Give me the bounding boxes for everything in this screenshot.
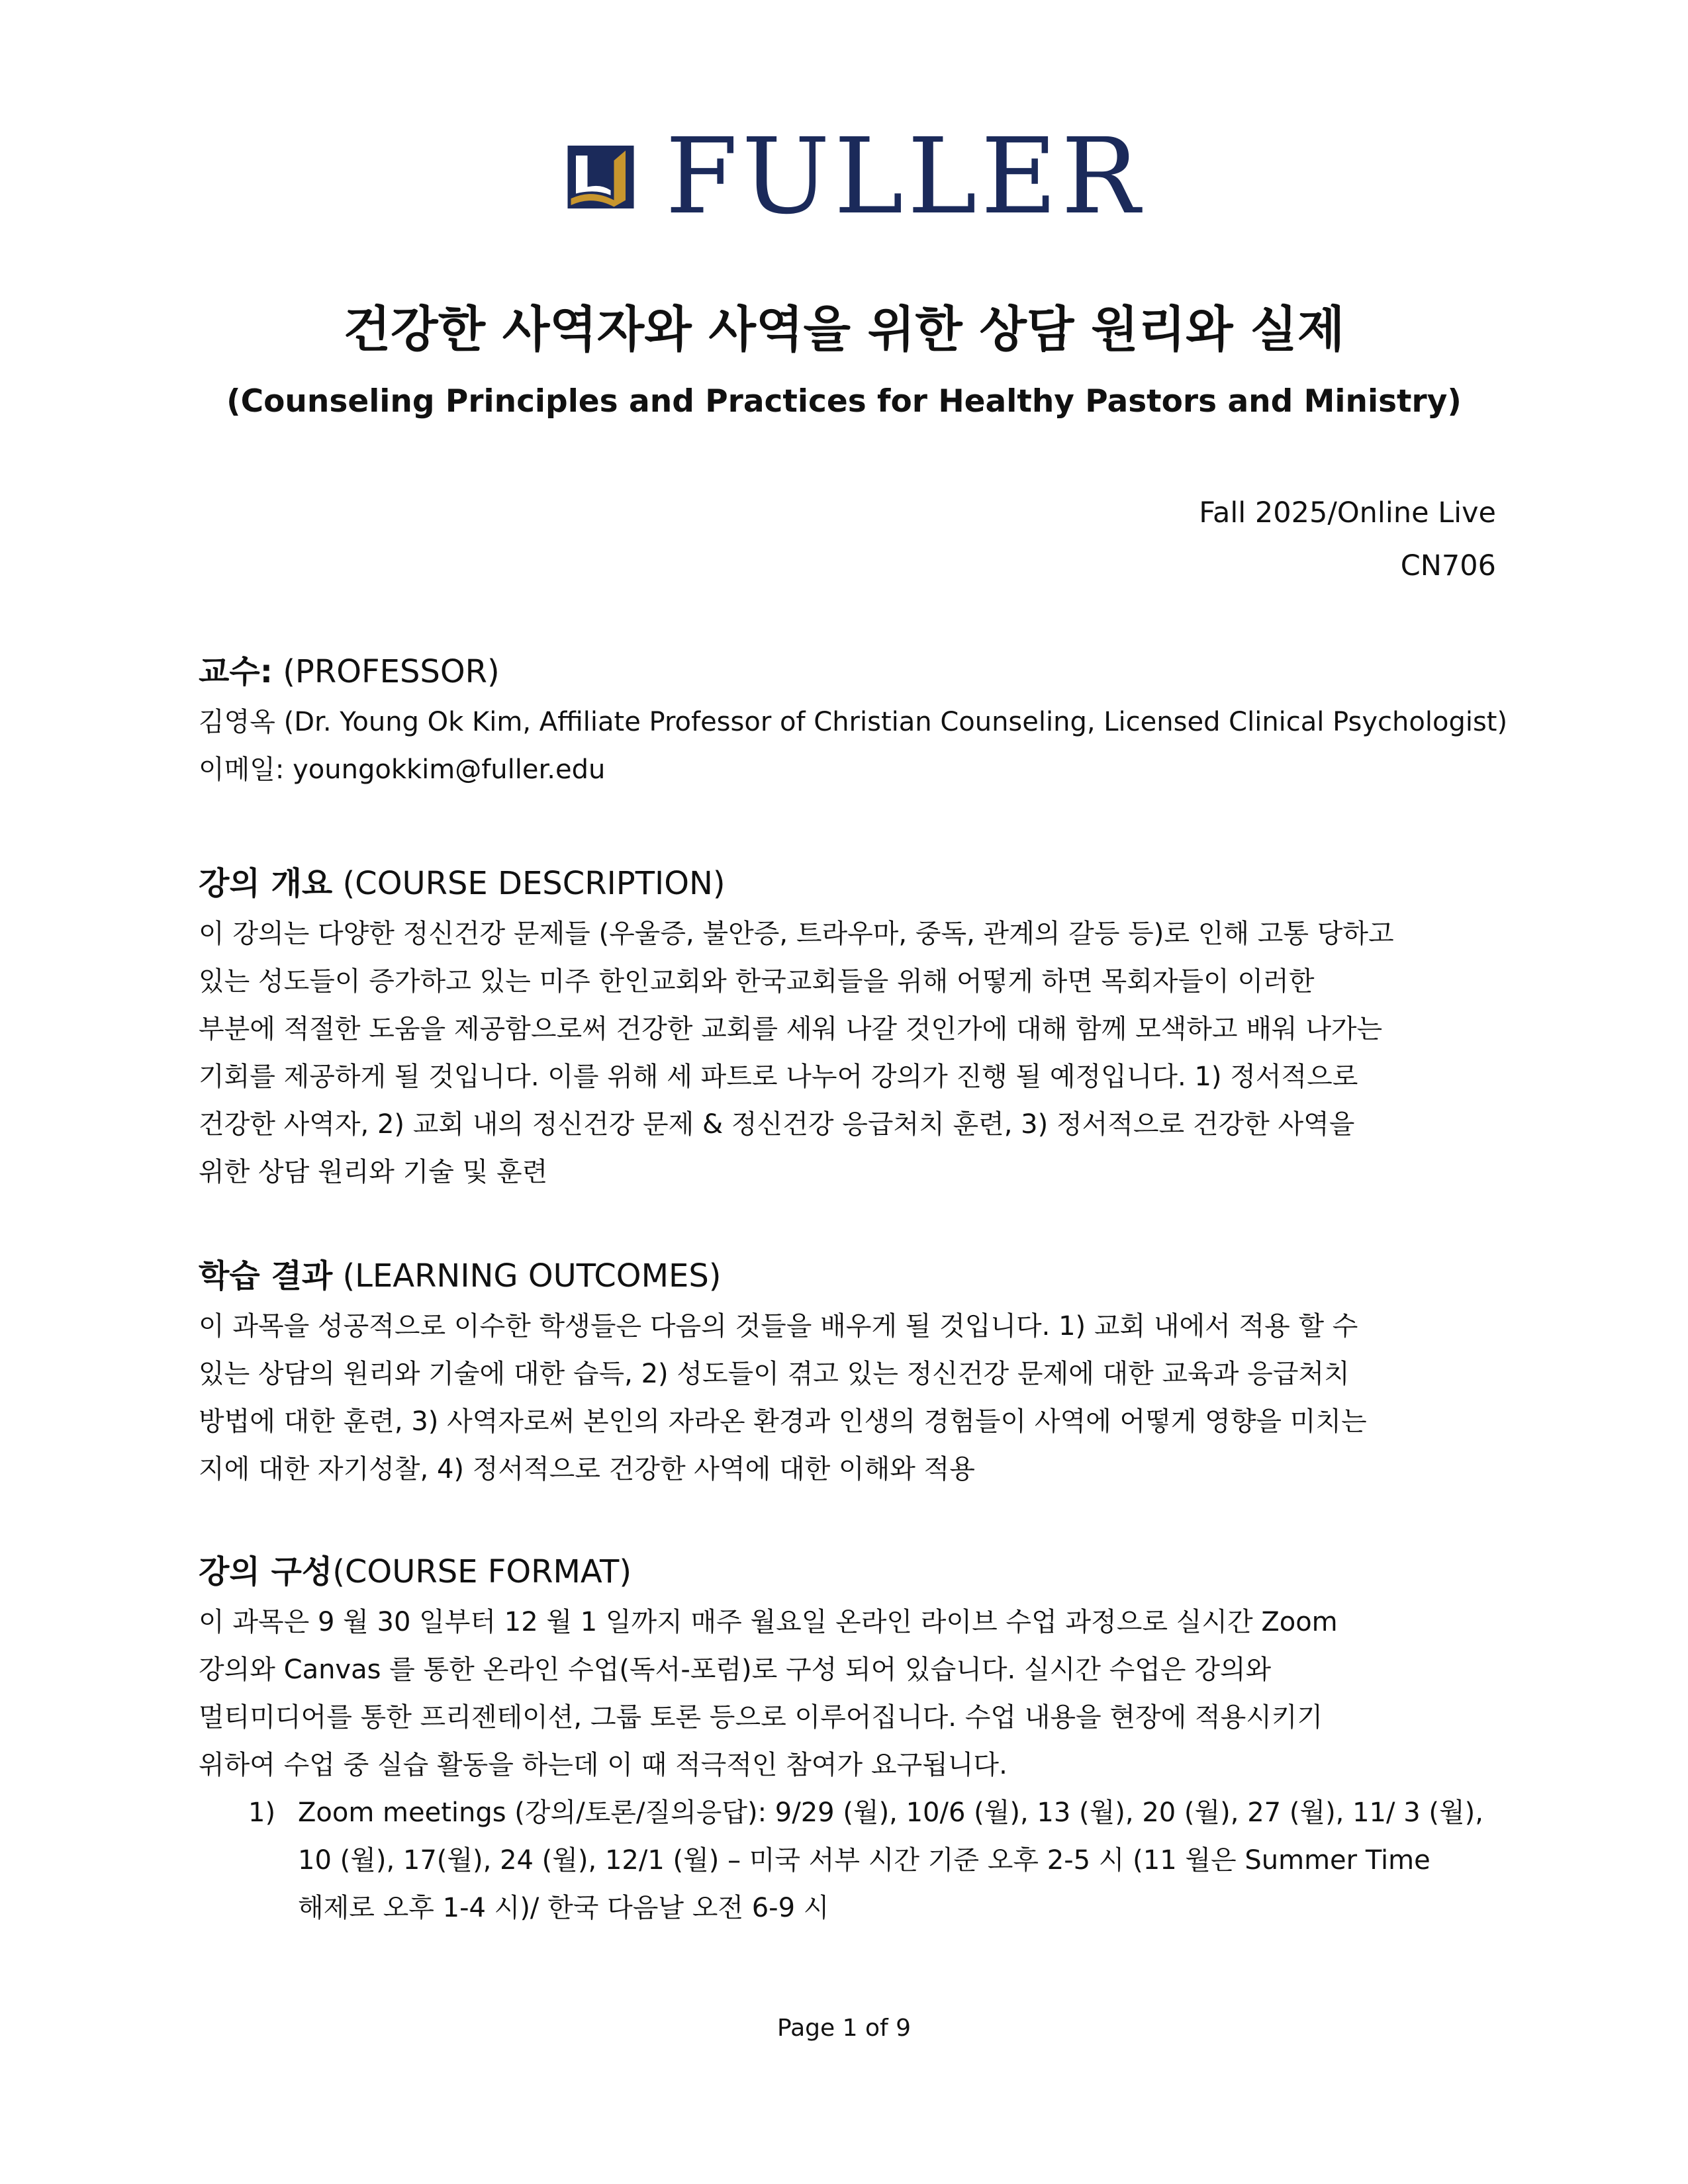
term-info: [1199, 486, 1496, 592]
professor-heading: [199, 645, 1496, 698]
course-format-section: [199, 1545, 1496, 1932]
fuller-wordmark: FULLER: [665, 116, 1144, 238]
page-number: Page 1 of 9: [777, 2015, 911, 2042]
format-line: 이 과목은 9 월 30 일부터 12 월 1 일까지 매주 월요일 온라인 라이브 수업 과정으로 실시간 Zoom: [199, 1607, 1338, 1637]
format-list: [199, 1789, 1496, 1932]
professor-heading-ko: 교수:: [199, 653, 273, 690]
outcomes-line: 이 과목을 성공적으로 이수한 학생들은 다음의 것들을 배우게 될 것입니다. 1) 교회 내에서 적용 할 수: [199, 1311, 1358, 1342]
professor-body: [199, 698, 1508, 794]
description-line: 기회를 제공하게 될 것입니다. 이를 위해 세 파트로 나누어 강의가 진행 될 예정입니다. 1) 정서적으로: [199, 1062, 1358, 1092]
list-item-line: Zoom meetings (강의/토론/질의응답): 9/29 (월), 10/6 (월), 13 (월), 20 (월), 27 (월), 11/ 3 (월),: [298, 1797, 1483, 1828]
document-subtitle: (Counseling Principles and Practices for Healthy Pastors and Ministry): [226, 383, 1462, 420]
course-description-heading-ko: 강의 개요: [199, 865, 333, 902]
description-line: 이 강의는 다양한 정신건강 문제들 (우울증, 불안증, 트라우마, 중독, 관계의 갈등 등)로 인해 고통 당하고: [199, 919, 1394, 949]
course-format-heading: [199, 1545, 1496, 1598]
fuller-logo: [559, 116, 1144, 238]
description-line: 있는 성도들이 증가하고 있는 미주 한인교회와 한국교회들을 위해 어떻게 하면 목회자들이 이러한: [199, 966, 1315, 997]
course-code: CN706: [1400, 549, 1496, 582]
course-format-heading-en: (COURSE FORMAT): [332, 1553, 632, 1590]
list-item-text: [298, 1789, 1496, 1932]
format-line: 강의와 Canvas 를 통한 온라인 수업(독서-포럼)로 구성 되어 있습니다. 실시간 수업은 강의와: [199, 1655, 1272, 1685]
list-item: [199, 1789, 1496, 1932]
outcomes-line: 지에 대한 자기성찰, 4) 정서적으로 건강한 사역에 대한 이해와 적용: [199, 1454, 975, 1484]
professor-section: [199, 645, 1508, 794]
description-line: 위한 상담 원리와 기술 및 훈련: [199, 1157, 548, 1187]
course-description-heading-en: (COURSE DESCRIPTION): [332, 865, 726, 902]
outcomes-line: 있는 상담의 원리와 기술에 대한 습득, 2) 성도들이 겪고 있는 정신건강 문제에 대한 교육과 응급처치: [199, 1359, 1350, 1389]
course-format-heading-ko: 강의 구성: [199, 1553, 333, 1590]
course-format-body: [199, 1598, 1496, 1789]
list-item-line: 해제로 오후 1-4 시)/ 한국 다음날 오전 6-9 시: [298, 1893, 829, 1923]
format-line: 위하여 수업 중 실습 활동을 하는데 이 때 적극적인 참여가 요구됩니다.: [199, 1750, 1008, 1780]
description-line: 부분에 적절한 도움을 제공함으로써 건강한 교회를 세워 나갈 것인가에 대해 함께 모색하고 배워 나가는: [199, 1014, 1383, 1044]
learning-outcomes-heading: [199, 1250, 1496, 1302]
learning-outcomes-heading-ko: 학습 결과: [199, 1257, 333, 1295]
format-line: 멀티미디어를 통한 프리젠테이션, 그룹 토론 등으로 이루어집니다. 수업 내용을 현장에 적용시키기: [199, 1702, 1323, 1733]
professor-heading-en: (PROFESSOR): [272, 653, 500, 690]
list-item-number: 1): [248, 1797, 276, 1828]
professor-name-line: 김영옥 (Dr. Young Ok Kim, Affiliate Professor of Christian Counseling, Licensed Clinical Psychologist): [199, 707, 1508, 737]
list-item-line: 10 (월), 17(월), 24 (월), 12/1 (월) – 미국 서부 시간 기준 오후 2-5 시 (11 월은 Summer Time: [298, 1845, 1430, 1876]
outcomes-line: 방법에 대한 훈련, 3) 사역자로써 본인의 자라온 환경과 인생의 경험들이 사역에 어떻게 영향을 미치는: [199, 1406, 1367, 1437]
professor-email-line: 이메일: youngokkim@fuller.edu: [199, 754, 606, 785]
description-line: 건강한 사역자, 2) 교회 내의 정신건강 문제 & 정신건강 응급처치 훈련, 3) 정서적으로 건강한 사역을: [199, 1109, 1355, 1140]
fuller-book-mark-icon: [559, 136, 642, 218]
course-description-section: [199, 857, 1496, 1196]
course-description-body: [199, 910, 1496, 1196]
term-label: Fall 2025/Online Live: [1199, 496, 1496, 529]
learning-outcomes-section: [199, 1250, 1496, 1493]
learning-outcomes-heading-en: (LEARNING OUTCOMES): [332, 1257, 722, 1295]
course-description-heading: [199, 857, 1496, 910]
learning-outcomes-body: [199, 1302, 1496, 1493]
document-title: 건강한 사역자와 사역을 위한 상담 원리와 실제: [343, 301, 1345, 358]
